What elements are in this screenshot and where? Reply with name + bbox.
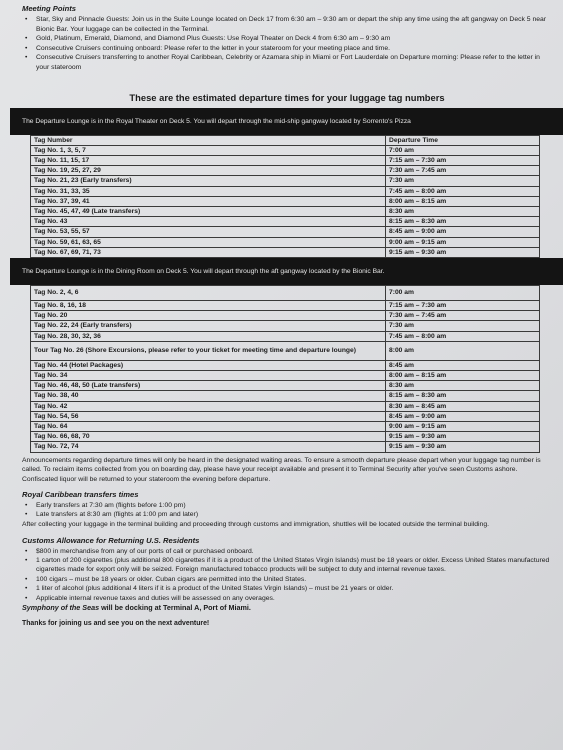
docking-text: will be docking at (99, 603, 163, 613)
table-row (31, 401, 540, 411)
customs-heading: Customs Allowance for Returning U.S. Residents (22, 535, 200, 545)
time-cell: 8:30 am (386, 381, 540, 391)
time-cell: 7:45 am – 8:00 am (386, 186, 540, 196)
table-row (31, 411, 540, 421)
time-cell: 8:45 am (386, 360, 540, 370)
time-cell: 7:30 am (386, 321, 540, 331)
list-item: • Gold, Platinum, Emerald, Diamond, and Diamond Plus Guests: Use Royal Theater on Deck 4 from 6:30 am – 9:30 am (34, 34, 552, 44)
customs-list (22, 547, 552, 603)
table-row (31, 371, 540, 381)
thanks-line: Thanks for joining us and see you on the next adventure! (22, 620, 210, 628)
tag-cell: Tag No. 11, 15, 17 (31, 155, 386, 165)
dining-room-table (30, 285, 540, 453)
table-row (31, 360, 540, 370)
table-row (31, 301, 540, 311)
time-cell: 8:00 am (386, 341, 540, 360)
table-header-row (31, 135, 540, 145)
terminal-name: Terminal A, Port of Miami. (163, 603, 251, 613)
table-row (31, 321, 540, 331)
table-row (31, 166, 540, 176)
royal-theater-table (30, 135, 540, 258)
tag-cell: Tag No. 59, 61, 63, 65 (31, 237, 386, 247)
time-cell: 7:30 am – 7:45 am (386, 311, 540, 321)
table-row (31, 196, 540, 206)
tag-cell: Tag No. 66, 68, 70 (31, 432, 386, 442)
docking-line (22, 603, 552, 613)
dining-room-banner: The Departure Lounge is in the Dining Room on Deck 5. You will depart through the aft gangway located by the Bionic Bar. (10, 258, 563, 285)
list-item: • Early transfers at 7:30 am (flights before 1:00 pm) (34, 501, 552, 510)
table-row (31, 432, 540, 442)
table-row (31, 391, 540, 401)
table-row (31, 145, 540, 155)
table-row (31, 237, 540, 247)
list-item: • Consecutive Cruisers transferring to another Royal Caribbean, Celebrity or Azamara ship in Miami or Fort Lauderdale on Departure morning: Please refer to the letter in your stateroom (34, 53, 552, 72)
table-row (31, 247, 540, 257)
ship-name: Symphony of the Seas (22, 603, 100, 613)
meeting-points-list (22, 15, 552, 73)
time-cell: 8:00 am – 8:15 am (386, 371, 540, 381)
tag-cell: Tag No. 44 (Hotel Packages) (31, 360, 386, 370)
announcements-paragraph: Announcements regarding departure times will only be heard in the designated waiting areas. To ensure a smooth departure please depart when your luggage tag number is called. To reclaim items collected from you on boarding day, please have your receipt available and present it to Terminal Security after you've seen Customs ashore. Confiscated liquor will be returned to your stateroom the evening before departure. (22, 456, 541, 484)
table-row (31, 422, 540, 432)
table-row (31, 442, 540, 452)
table-row (31, 331, 540, 341)
time-cell: 8:15 am – 8:30 am (386, 217, 540, 227)
tag-cell: Tag No. 46, 48, 50 (Late transfers) (31, 381, 386, 391)
tag-cell: Tag No. 21, 23 (Early transfers) (31, 176, 386, 186)
list-item: • Applicable internal revenue taxes and duties will be assessed on any overages. (34, 594, 552, 603)
time-cell: 7:15 am – 7:30 am (386, 301, 540, 311)
tag-cell: Tour Tag No. 26 (Shore Excursions, please refer to your ticket for meeting time and departure lounge) (31, 341, 386, 360)
table-row (31, 286, 540, 301)
time-cell: 9:00 am – 9:15 am (386, 237, 540, 247)
transfers-list (22, 501, 552, 520)
list-item: • 100 cigars – must be 18 years or older. Cuban cigars are permitted into the United States. (34, 575, 552, 584)
table-row (31, 217, 540, 227)
tag-cell: Tag No. 34 (31, 371, 386, 381)
tag-cell: Tag No. 64 (31, 422, 386, 432)
table-row (31, 155, 540, 165)
tag-cell: Tag No. 22, 24 (Early transfers) (31, 321, 386, 331)
royal-theater-banner: The Departure Lounge is in the Royal Theater on Deck 5. You will depart through the mid-ship gangway located by Sorrento's Pizza (10, 108, 563, 135)
document-content (22, 4, 552, 627)
list-item: • 1 carton of 200 cigarettes (plus additional 800 cigarettes if it is a product of the United States Virgin Islands) must be 18 years or older. Excess United States manufactured cigarettes made for export only will be seized. Foreign manufactured tobacco products will be subject to duty and internal revenue taxes. (34, 556, 552, 575)
tag-cell: Tag No. 19, 25, 27, 29 (31, 166, 386, 176)
transfers-note: After collecting your luggage in the terminal building and proceeding through customs and immigration, shuttles will be located outside the terminal building. (22, 520, 489, 528)
tag-cell: Tag No. 53, 55, 57 (31, 227, 386, 237)
tag-cell: Tag No. 31, 33, 35 (31, 186, 386, 196)
time-cell: 9:15 am – 9:30 am (386, 432, 540, 442)
time-cell: 7:45 am – 8:00 am (386, 331, 540, 341)
header-tag-number: Tag Number (31, 135, 386, 145)
list-item: • Late transfers at 8:30 am (flights at 1:00 pm and later) (34, 510, 552, 519)
list-item: • 1 liter of alcohol (plus additional 4 liters if it is a product of the United States Virgin Islands) – must be 21 years or older. (34, 584, 552, 593)
table-row (31, 381, 540, 391)
list-item: • $800 in merchandise from any of our ports of call or purchased onboard. (34, 547, 552, 556)
list-item: • Consecutive Cruisers continuing onboard: Please refer to the letter in your stateroom for your meeting place and time. (34, 44, 552, 54)
time-cell: 8:30 am – 8:45 am (386, 401, 540, 411)
tag-cell: Tag No. 42 (31, 401, 386, 411)
tag-cell: Tag No. 72, 74 (31, 442, 386, 452)
table-row (31, 311, 540, 321)
meeting-points-heading: Meeting Points (22, 4, 77, 13)
tag-cell: Tag No. 67, 69, 71, 73 (31, 247, 386, 257)
table-row (31, 176, 540, 186)
tag-cell: Tag No. 1, 3, 5, 7 (31, 145, 386, 155)
list-item: • Star, Sky and Pinnacle Guests: Join us in the Suite Lounge located on Deck 17 from 6:30 am – 9:30 am or depart the ship any time using the aft gangway on Deck 5 near Bionic Bar. Your luggage can be collected in the Terminal. (34, 15, 552, 34)
time-cell: 8:45 am – 9:00 am (386, 227, 540, 237)
time-cell: 8:15 am – 8:30 am (386, 391, 540, 401)
departure-times-title: These are the estimated departure times for your luggage tag numbers (129, 91, 445, 103)
time-cell: 7:00 am (386, 145, 540, 155)
time-cell: 7:30 am – 7:45 am (386, 166, 540, 176)
table-row (31, 186, 540, 196)
tag-cell: Tag No. 28, 30, 32, 36 (31, 331, 386, 341)
table-row (31, 206, 540, 216)
tag-cell: Tag No. 20 (31, 311, 386, 321)
tag-cell: Tag No. 43 (31, 217, 386, 227)
time-cell: 9:15 am – 9:30 am (386, 442, 540, 452)
time-cell: 9:15 am – 9:30 am (386, 247, 540, 257)
time-cell: 8:45 am – 9:00 am (386, 411, 540, 421)
time-cell: 8:00 am – 8:15 am (386, 196, 540, 206)
time-cell: 7:00 am (386, 286, 540, 301)
header-departure-time: Departure Time (386, 135, 540, 145)
time-cell: 7:15 am – 7:30 am (386, 155, 540, 165)
tag-cell: Tag No. 8, 16, 18 (31, 301, 386, 311)
time-cell: 8:30 am (386, 206, 540, 216)
time-cell: 7:30 am (386, 176, 540, 186)
tag-cell: Tag No. 2, 4, 6 (31, 286, 386, 301)
table-row (31, 227, 540, 237)
transfers-heading: Royal Caribbean transfers times (22, 490, 139, 500)
table-row (31, 341, 540, 360)
tag-cell: Tag No. 54, 56 (31, 411, 386, 421)
tag-cell: Tag No. 37, 39, 41 (31, 196, 386, 206)
time-cell: 9:00 am – 9:15 am (386, 422, 540, 432)
tag-cell: Tag No. 38, 40 (31, 391, 386, 401)
tag-cell: Tag No. 45, 47, 49 (Late transfers) (31, 206, 386, 216)
